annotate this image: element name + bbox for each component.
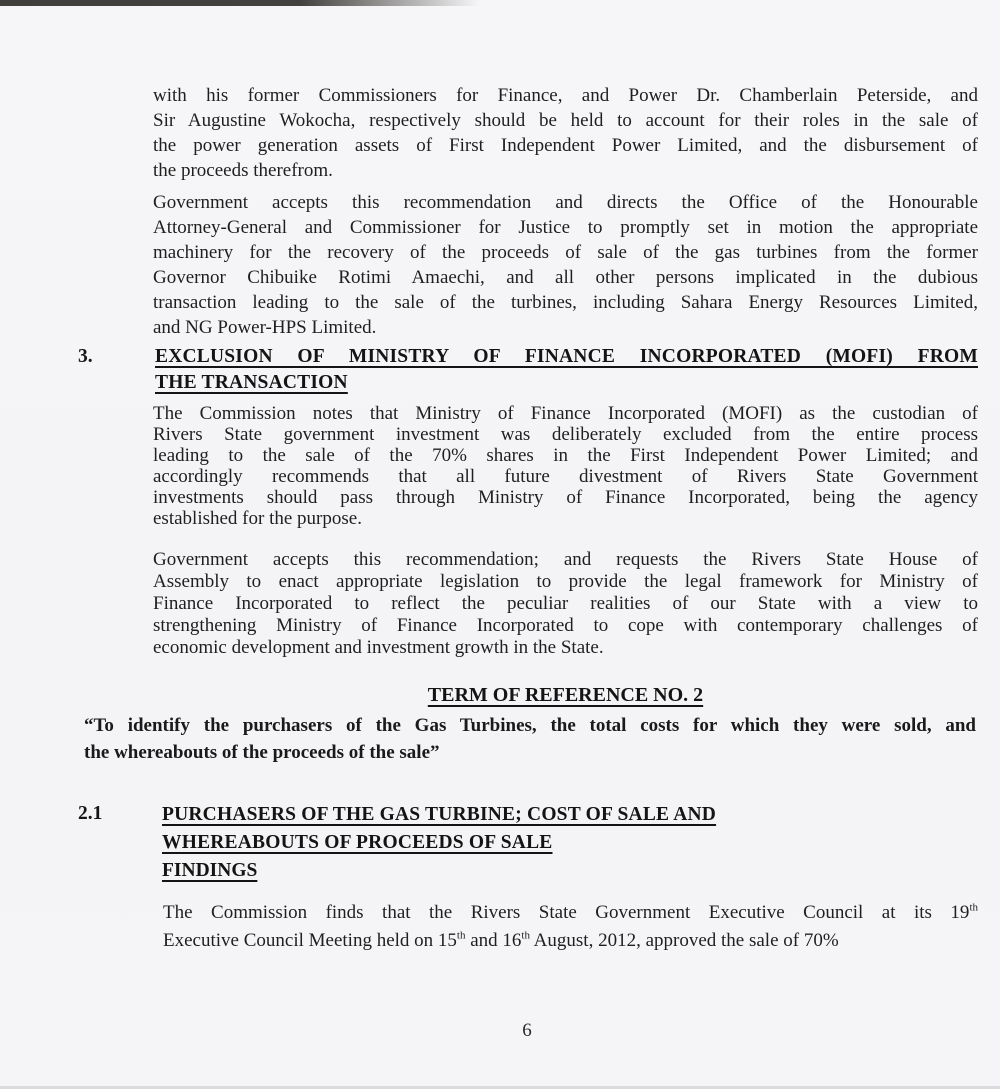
paragraph-commission-notes-mofi: [153, 403, 978, 529]
text-line: The Commission finds that the Rivers State Government Executive Council at its 19th: [163, 901, 978, 923]
text-line: Government accepts this recommendation; and requests the Rivers State House of: [153, 549, 978, 570]
text-line: Rivers State government investment was deliberately excluded from the entire process: [153, 424, 978, 445]
term-of-reference-heading: [153, 682, 978, 708]
text-line: the proceeds therefrom.: [153, 160, 333, 181]
scan-edge-artifact-top: [0, 0, 1000, 6]
findings-heading: [162, 858, 978, 884]
text-line: PURCHASERS OF THE GAS TURBINE; COST OF SALE AND: [162, 804, 717, 825]
text-line: machinery for the recovery of the proceeds of sale of the gas turbines from the former: [153, 242, 978, 263]
term-of-reference-heading-text: TERM OF REFERENCE NO. 2: [427, 684, 704, 706]
text-line: the power generation assets of First Independent Power Limited, and the disbursement of: [153, 135, 978, 156]
section-3-heading: [155, 344, 978, 396]
page-number: 6: [522, 1020, 532, 1041]
paragraph-government-accepts-legislation: [153, 549, 978, 659]
text-line: transaction leading to the sale of the turbines, including Sahara Energy Resources Limited,: [153, 292, 978, 313]
text-line: accordingly recommends that all future divestment of Rivers State Government: [153, 466, 978, 487]
text-line: Government accepts this recommendation and directs the Office of the Honourable: [153, 192, 978, 213]
text-line: The Commission notes that Ministry of Finance Incorporated (MOFI) as the custodian of: [153, 403, 978, 424]
text-line: leading to the sale of the 70% shares in the First Independent Power Limited; and: [153, 445, 978, 466]
paragraph-intro-continuation: [153, 83, 978, 183]
text-line: Finance Incorporated to reflect the peculiar realities of our State with a view to: [153, 593, 978, 614]
paragraph-government-accepts-recovery: [153, 190, 978, 340]
text-line: and NG Power-HPS Limited.: [153, 317, 377, 338]
text-line: investments should pass through Ministry of Finance Incorporated, being the agency: [153, 487, 978, 508]
text-line: Sir Augustine Wokocha, respectively should be held to account for their roles in the sale of: [153, 110, 978, 131]
text-line: Executive Council Meeting held on 15th and 16th August, 2012, approved the sale of 70%: [163, 929, 839, 951]
paragraph-commission-finds-council: [163, 899, 978, 955]
section-2-1-number: 2.1: [78, 803, 103, 824]
text-line: strengthening Ministry of Finance Incorporated to cope with contemporary challenges of: [153, 615, 978, 636]
text-line: Governor Chibuike Rotimi Amaechi, and all other persons implicated in the dubious: [153, 267, 978, 288]
text-line: established for the purpose.: [153, 508, 362, 529]
text-line: THE TRANSACTION: [155, 372, 348, 393]
text-line: the whereabouts of the proceeds of the sale”: [84, 742, 440, 763]
section-2-1-heading: [162, 801, 978, 857]
superscript-text: th: [521, 929, 530, 942]
section-3-number: 3.: [78, 346, 93, 367]
text-line: economic development and investment growth in the State.: [153, 637, 604, 658]
superscript-text: th: [456, 929, 466, 942]
superscript-text: th: [969, 901, 978, 914]
term-of-reference-quote: [84, 712, 976, 766]
text-line: Attorney-General and Commissioner for Justice to promptly set in motion the appropriate: [153, 217, 978, 238]
text-line: with his former Commissioners for Finance, and Power Dr. Chamberlain Peterside, and: [153, 85, 978, 106]
text-line: “To identify the purchasers of the Gas Turbines, the total costs for which they were sold, and: [84, 715, 976, 736]
text-line: Assembly to enact appropriate legislation to provide the legal framework for Ministry of: [153, 571, 978, 592]
findings-heading-text: FINDINGS: [162, 860, 258, 881]
text-line: WHEREABOUTS OF PROCEEDS OF SALE: [162, 832, 553, 853]
text-line: EXCLUSION OF MINISTRY OF FINANCE INCORPORATED (MOFI) FROM: [155, 346, 978, 367]
